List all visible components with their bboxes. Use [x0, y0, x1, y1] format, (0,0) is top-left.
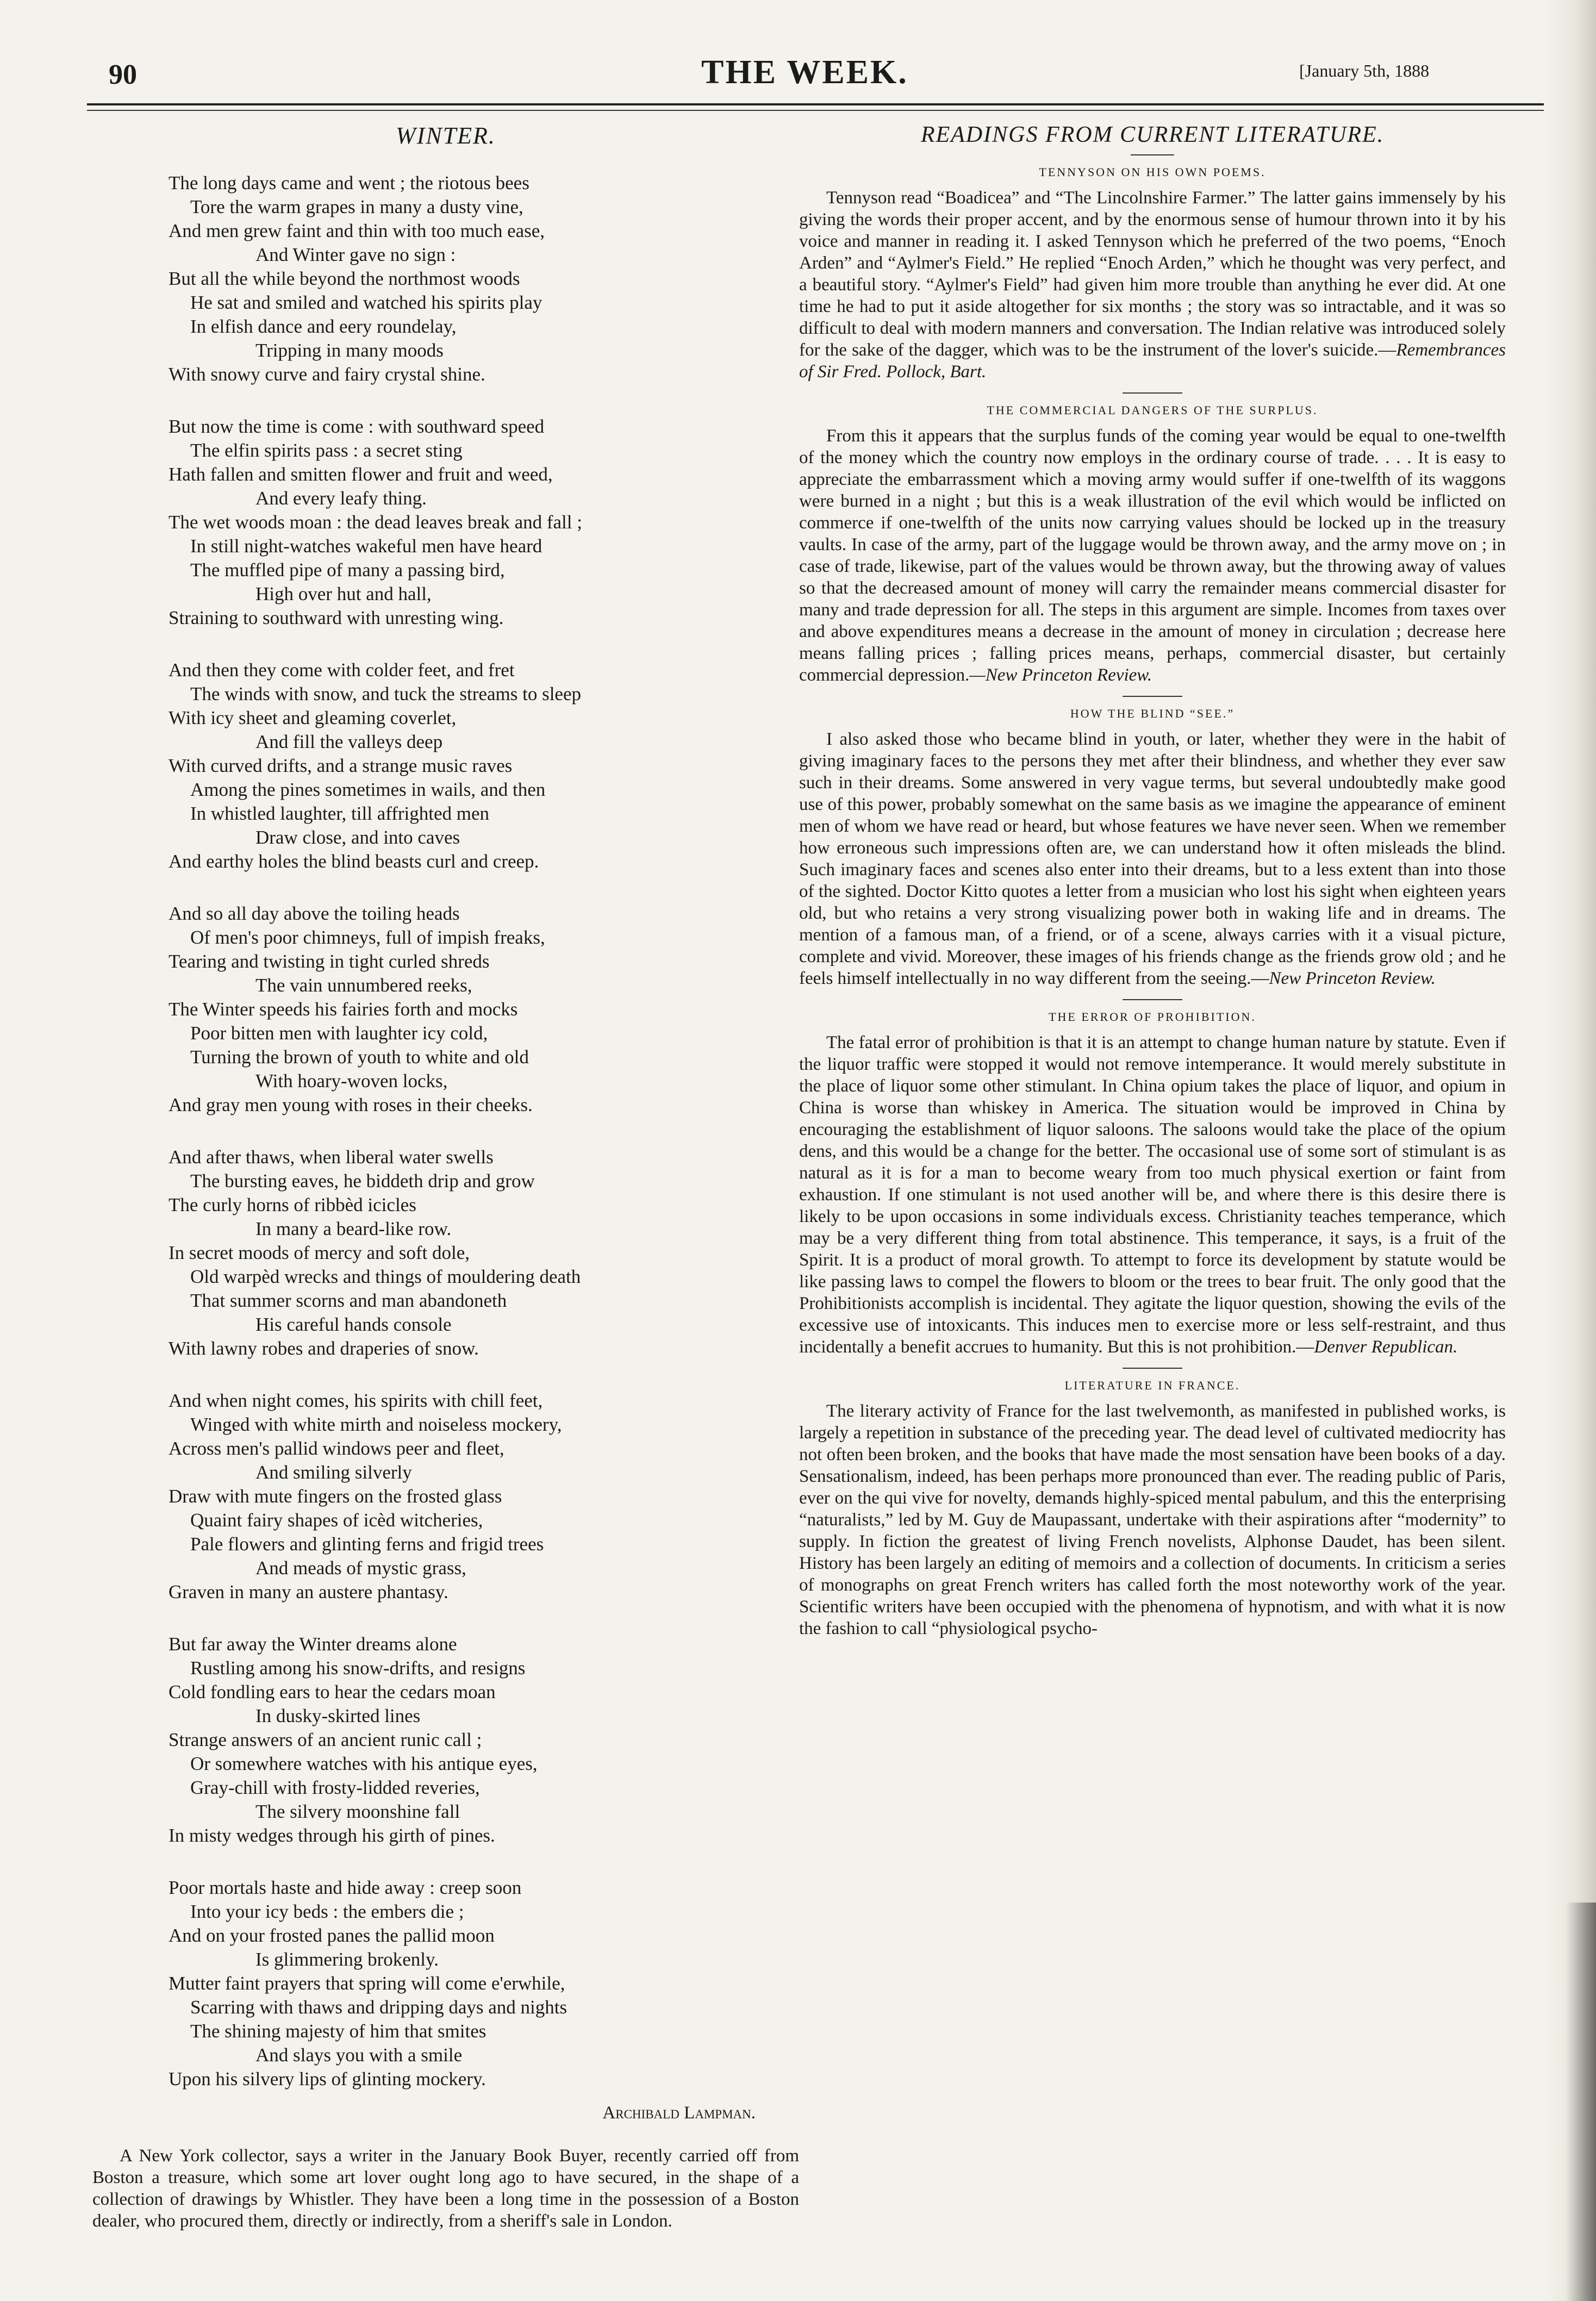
poem-stanza: [169, 171, 799, 386]
article-body: [799, 425, 1506, 686]
poem-line: Old warpèd wrecks and things of mouldering death: [190, 1266, 581, 1287]
poem-line: With hoary-woven locks,: [255, 1070, 448, 1092]
poem-line: And slays you with a smile: [255, 2044, 463, 2066]
poem-stanza: [169, 658, 799, 874]
article-body: [799, 728, 1506, 989]
masthead-title: THE WEEK.: [701, 54, 908, 91]
page-number: 90: [109, 59, 137, 90]
article-body: [799, 1032, 1506, 1358]
section-title: READINGS FROM CURRENT LITERATURE.: [920, 122, 1385, 147]
collector-note: A New York collector, says a writer in the January Book Buyer, recently carried off from Boston a treasure, which some art lover ought long ago to have secured, in the shape of a collection of drawings by Whistler. They have been a long time in the possession of a Boston dealer, who procured them, directly or indirectly, from a sheriff's sale in London.: [92, 2146, 799, 2231]
article: [799, 165, 1506, 394]
poem-line: And every leafy thing.: [255, 488, 427, 509]
poem-line: Into your icy beds : the embers die ;: [190, 1901, 464, 1922]
poem-line: The silvery moonshine fall: [255, 1801, 460, 1822]
poem-line: His careful hands console: [255, 1314, 452, 1335]
poem-line: The wet woods moan : the dead leaves break and fall ;: [169, 512, 582, 533]
poem-line: Among the pines sometimes in wails, and then: [190, 779, 546, 800]
poem-line: And after thaws, when liberal water swells: [169, 1146, 494, 1168]
article-body: [799, 187, 1506, 383]
poem-stanza: [169, 1145, 799, 1361]
article: [799, 1379, 1506, 1639]
article-source: New Princeton Review.: [1269, 969, 1436, 988]
poem-line: But all the while beyond the northmost woods: [169, 268, 520, 289]
header-rule-thin: [87, 110, 1566, 111]
issue-date: [January 5th, 1888: [1299, 61, 1430, 80]
poem-line: Draw with mute fingers on the frosted glass: [169, 1486, 502, 1507]
poem-line: Of men's poor chimneys, full of impish freaks,: [190, 927, 545, 948]
poem-line: But now the time is come : with southward speed: [169, 416, 545, 437]
poem-line: The Winter speeds his fairies forth and mocks: [169, 999, 518, 1020]
poem-line: Quaint fairy shapes of icèd witcheries,: [190, 1510, 483, 1531]
articles-list: [799, 165, 1506, 1639]
poem-line: Poor bitten men with laughter icy cold,: [190, 1022, 488, 1044]
article-divider: [1123, 392, 1182, 394]
article-divider: [1123, 1368, 1182, 1369]
article-text: From this it appears that the surplus funds of the coming year would be equal to one-twelfth of the money which the country now employs in the ordinary course of trade. . . . It is easy to appreciate the embarrassment which a moving army would suffer if one-twelfth of its waggons were burned in a night ; but this is a weak illustration of the evil which would be inflicted on commerce if one-twelfth of the units now carrying values should be locked up in the treasury vaults. In case of the army, part of the luggage would be thrown away, and the army move on ; in case of trade, likewise, part of the values would be thrown away, but the throwing away of values so that the decreased amount of money will carry the remainder means commercial disaster for many and trade depression for all. The steps in this argument are simple. Incomes from taxes over and above expenditures means a decrease in the amount of money in circulation ; decrease here means falling prices ; falling prices means, perhaps, commercial disaster, but certainly commercial depression.: [799, 426, 1506, 685]
poem-line: In dusky-skirted lines: [255, 1705, 421, 1726]
poem-author: Archibald Lampman.: [602, 2103, 756, 2123]
poem-line: In elfish dance and eery roundelay,: [190, 316, 457, 337]
article-subhead: THE COMMERCIAL DANGERS OF THE SURPLUS.: [987, 403, 1318, 417]
poem-line: Tearing and twisting in tight curled shreds: [169, 951, 490, 972]
poem-line: The curly horns of ribbèd icicles: [169, 1194, 416, 1215]
poem-line: Tripping in many moods: [255, 340, 444, 361]
article-text: Tennyson read “Boadicea” and “The Lincolnshire Farmer.” The latter gains immensely by his giving the words their proper accent, and by the enormous sense of humour thrown into it by his voice and manner in reading it. I asked Tennyson which he preferred of the two poems, “Enoch Arden” and “Aylmer's Field.” He replied “Enoch Arden,” which he thought was very perfect, and a beautiful story. “Aylmer's Field” had given him more trouble than anything he ever did. At one time he had to put it aside altogether for six months ; the story was so intractable, and it was so difficult to deal with modern manners and conversation. The Indian relative was introduced solely for the sake of the dagger, which was to be the instrument of the lover's suicide.—: [799, 188, 1506, 360]
poem-line: And on your frosted panes the pallid moon: [169, 1925, 495, 1946]
poem-line: In misty wedges through his girth of pines.: [169, 1825, 495, 1846]
poem-line: He sat and smiled and watched his spirits play: [190, 292, 543, 313]
poem-stanza: [169, 1876, 799, 2091]
poem-line: Gray-chill with frosty-lidded reveries,: [190, 1777, 480, 1798]
poem-line: And smiling silverly: [255, 1462, 412, 1483]
poem-line: Tore the warm grapes in many a dusty vine,: [190, 196, 523, 217]
article: [799, 403, 1506, 697]
poem-line: Poor mortals haste and hide away : creep soon: [169, 1877, 522, 1898]
article-text: The fatal error of prohibition is that it is an attempt to change human nature by statute. Even if the liquor traffic were stopped it would not remove intemperance. It would merely substitute in the place of liquor some other stimulant. In China opium takes the place of liquor, and opium in China is worse than whiskey in America. The situation would be improved in China by encouraging the establishment of liquor saloons. The saloons would take the place of the opium dens, and this would be a change for the better. The occasional use of some sort of stimulant is as natural as it is for a man to become weary from too much physical exertion or faint from exhaustion. If one stimulant is not used another will be, and where there is this desire there is likely to be upon occasions in some individuals excess. Christianity teaches temperance, which may be a very different thing from total abstinence. This temperance, it says, is a fruit of the Spirit. It is a product of moral growth. To attempt to force its development by statute would be like passing laws to compel the flowers to bloom or the trees to bear fruit. The only good that the Prohibitionists accomplish is incidental. They agitate the liquor question, showing the evils of the excessive use of intoxicants. This induces men to exercise more or less self-restraint, and thus incidentally a benefit accrues to humanity. But this is not prohibition.—: [799, 1033, 1506, 1357]
poem-line: Is glimmering brokenly.: [255, 1949, 439, 1970]
poem-stanza: [169, 1632, 799, 1848]
left-column: [92, 120, 799, 2232]
poem-line: Strange answers of an ancient runic call ;: [169, 1729, 482, 1750]
poem-line: And then they come with colder feet, and fret: [169, 659, 515, 681]
poem-stanza: [169, 415, 799, 630]
article-source: Denver Republican.: [1314, 1337, 1458, 1357]
article-subhead: HOW THE BLIND “SEE.”: [1070, 707, 1235, 720]
poem-line: Rustling among his snow-drifts, and resigns: [190, 1657, 526, 1679]
poem-line: The bursting eaves, he biddeth drip and grow: [190, 1170, 535, 1192]
binding-shadow: [1566, 1903, 1596, 2301]
poem-line: The muffled pipe of many a passing bird,: [190, 559, 505, 581]
poem-line: Draw close, and into caves: [255, 827, 460, 848]
poem-line: And when night comes, his spirits with chill feet,: [169, 1390, 543, 1411]
poem-line: And meads of mystic grass,: [255, 1557, 466, 1579]
poem-line: Upon his silvery lips of glinting mockery.: [169, 2068, 486, 2090]
poem-line: The elfin spirits pass : a secret sting: [190, 440, 463, 461]
poem-line: Winged with white mirth and noiseless mockery,: [190, 1414, 562, 1435]
poem-line: And earthy holes the blind beasts curl and creep.: [169, 851, 539, 872]
poem-line: With icy sheet and gleaming coverlet,: [169, 707, 457, 728]
poem-line: Straining to southward with unresting wing.: [169, 607, 504, 628]
article-text: The literary activity of France for the last twelvemonth, as manifested in published works, is largely a repetition in substance of the preceding year. The dead level of cultivated mediocrity has not often been broken, and the books that have made the most sensation have been books of a day. Sensationalism, indeed, has been perhaps more pronounced than ever. The reading public of Paris, ever on the qui vive for novelty, demands highly-spiced mental pabulum, and this the enterprising “naturalists,” led by M. Guy de Maupassant, undertake with their aspirations after “modernity” to supply. In fiction the greatest of living French novelists, Alphonse Daudet, has been silent. History has been largely an editing of memoirs and a collection of documents. In criticism a series of monographs on great French writers has called forth the most noteworthy work of the year. Scientific writers have been occupied with the phenomena of hypnotism, and with what it is now the fashion to call “physiological psycho-: [799, 1401, 1506, 1638]
poem-body: [92, 171, 799, 2091]
poem-line: Hath fallen and smitten flower and fruit and weed,: [169, 464, 553, 485]
poem-line: And fill the valleys deep: [255, 731, 443, 752]
poem-line: Turning the brown of youth to white and old: [190, 1046, 529, 1068]
poem-line: And gray men young with roses in their cheeks.: [169, 1094, 533, 1115]
poem-line: The shining majesty of him that smites: [190, 2021, 487, 2042]
article: [799, 1010, 1506, 1369]
poem-line: In whistled laughter, till affrighted men: [190, 803, 490, 824]
article-source: Remembrances of Sir Fred. Pollock, Bart.: [799, 340, 1506, 382]
poem-line: And so all day above the toiling heads: [169, 903, 460, 924]
right-column: [799, 120, 1506, 1645]
poem-line: That summer scorns and man abandoneth: [190, 1290, 507, 1311]
article-subhead: TENNYSON ON HIS OWN POEMS.: [1039, 165, 1266, 179]
poem-line: The winds with snow, and tuck the streams to sleep: [190, 683, 581, 704]
poem-line: With snowy curve and fairy crystal shine.: [169, 364, 485, 385]
poem-line: But far away the Winter dreams alone: [169, 1633, 457, 1655]
poem-stanza: [169, 902, 799, 1117]
poem-line: In many a beard-like row.: [255, 1218, 452, 1239]
article-text: I also asked those who became blind in youth, or later, whether they were in the habit of giving imaginary faces to the persons they met after their blindness, and whether they ever saw such in their dreams. Some answered in very vague terms, but several undoubtedly make good use of this power, probably somewhat on the same basis as we imagine the appearance of eminent men of whom we have read or heard, but whose features we have never seen. When we remember how erroneous such impressions often are, we can understand how it often misleads the blind. Such imaginary faces and scenes also enter into their dreams, but to a less extent than into those of the sighted. Doctor Kitto quotes a letter from a musician who lost his sight when eighteen years old, but who retains a very strong visualizing power both in waking life and in dreams. The mention of a famous man, of a friend, or of a scene, always carries with it a visual picture, complete and vivid. Moreover, these images of his friends change as the friends grow old ; and he feels himself intellectually in no way different from the seeing.—: [799, 729, 1506, 988]
article-subhead: LITERATURE IN FRANCE.: [1064, 1379, 1240, 1392]
poem-line: With curved drifts, and a strange music raves: [169, 755, 513, 776]
poem-line: Or somewhere watches with his antique eyes,: [190, 1753, 538, 1774]
poem-line: And Winter gave no sign :: [255, 244, 456, 265]
poem-line: The vain unnumbered reeks,: [255, 975, 472, 996]
article-divider: [1123, 999, 1182, 1000]
poem-line: High over hut and hall,: [255, 583, 432, 604]
poem-line: Cold fondling ears to hear the cedars moan: [169, 1681, 496, 1703]
poem-line: Graven in many an austere phantasy.: [169, 1581, 448, 1602]
poem-line: Pale flowers and glinting ferns and frigid trees: [190, 1533, 544, 1555]
section-rule: [1131, 154, 1174, 155]
poem-line: In still night-watches wakeful men have heard: [190, 535, 543, 557]
header-rule: [87, 103, 1566, 105]
poem-line: Scarring with thaws and dripping days and nights: [190, 1997, 568, 2018]
article-body: [799, 1400, 1506, 1639]
article-divider: [1123, 696, 1182, 697]
poem-stanza: [169, 1389, 799, 1604]
poem-line: The long days came and went ; the riotous bees: [169, 172, 529, 194]
poem-line: And men grew faint and thin with too much ease,: [169, 220, 545, 241]
article: [799, 707, 1506, 1000]
poem-line: With lawny robes and draperies of snow.: [169, 1338, 479, 1359]
poem-line: In secret moods of mercy and soft dole,: [169, 1242, 470, 1263]
poem-line: Mutter faint prayers that spring will come e'erwhile,: [169, 1973, 565, 1994]
poem-title: WINTER.: [396, 122, 496, 149]
article-subhead: THE ERROR OF PROHIBITION.: [1049, 1010, 1256, 1024]
article-source: —New Princeton Review.: [969, 665, 1152, 685]
poem-line: Across men's pallid windows peer and fleet,: [169, 1438, 504, 1459]
